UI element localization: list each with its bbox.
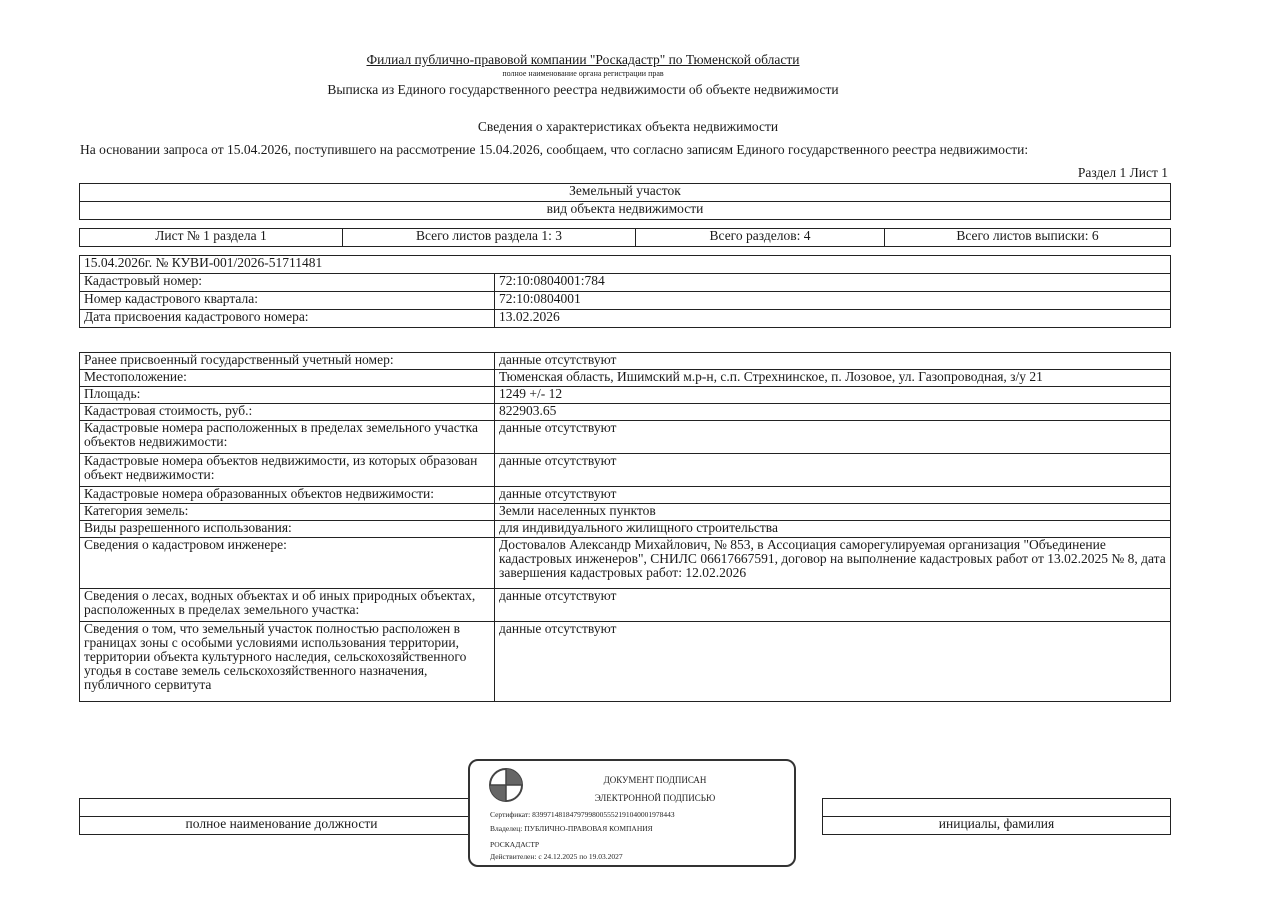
row-value: данные отсутствуют [495,487,1171,504]
row-label: Сведения о лесах, водных объектах и об иных природных объектах, расположенных в пределах земельного участка: [80,589,495,622]
row-label: Кадастровая стоимость, руб.: [80,404,495,421]
total-sections: Всего разделов: 4 [636,229,885,247]
request-basis: На основании запроса от 15.04.2026, поступившего на рассмотрение 15.04.2026, сообщаем, что согласно записям Единого государственного реестра недвижимости: [80,142,1029,157]
assignment-date: 13.02.2026 [495,310,1171,328]
organization-caption: полное наименование органа регистрации прав [502,69,664,78]
name-caption: инициалы, фамилия [823,817,1171,835]
stamp-line1: ДОКУМЕНТ ПОДПИСАН [603,775,707,785]
object-type-caption: вид объекта недвижимости [80,202,1171,220]
row-value: 1249 +/- 12 [495,387,1171,404]
object-type-table [79,183,1171,220]
position-line [80,799,484,817]
row-value: Земли населенных пунктов [495,504,1171,521]
section-sheet-label: Раздел 1 Лист 1 [1077,165,1168,180]
table-row [80,421,1171,454]
total-sheets-section: Всего листов раздела 1: 3 [343,229,636,247]
row-value: данные отсутствуют [495,454,1171,487]
document-subtitle: Сведения о характеристиках объекта недвижимости [477,119,779,134]
row-value: для индивидуального жилищного строительства [495,521,1171,538]
name-line [823,799,1171,817]
reg-label: Кадастровый номер: [80,274,495,292]
cadastral-quarter: 72:10:0804001 [495,292,1171,310]
sheet-number: Лист № 1 раздела 1 [80,229,343,247]
row-label: Ранее присвоенный государственный учетный номер: [80,353,495,370]
row-label: Категория земель: [80,504,495,521]
document-title: Выписка из Единого государственного реестра недвижимости об объекте недвижимости [327,82,839,97]
table-row [80,487,1171,504]
row-value: данные отсутствуют [495,421,1171,454]
reg-label: Дата присвоения кадастрового номера: [80,310,495,328]
row-value: данные отсутствуют [495,353,1171,370]
table-row [80,622,1171,702]
position-caption: полное наименование должности [80,817,484,835]
table-row [80,504,1171,521]
cadastral-number: 72:10:0804001:784 [495,274,1171,292]
stamp-certificate: Сертификат: 8399714818479799800555219104000197844З [490,810,675,819]
object-type-value: Земельный участок [80,184,1171,202]
row-label: Сведения о кадастровом инженере: [80,538,495,589]
table-row [80,353,1171,370]
registration-table [79,255,1171,328]
total-sheets-extract: Всего листов выписки: 6 [885,229,1171,247]
table-row [80,589,1171,622]
row-label: Сведения о том, что земельный участок полностью расположен в границах зоны с особыми условиями использования территории, территории объекта культурного наследия, сельскохозяйственного угодья в составе земель сельскохозяйственного назначения, публичного сервитута [80,622,495,702]
characteristics-table [79,352,1171,702]
rosreestr-logo-icon [488,767,524,803]
row-label: Площадь: [80,387,495,404]
stamp-validity: Действителен: с 24.12.2025 по 19.03.2027 [490,852,623,861]
row-value: данные отсутствуют [495,622,1171,702]
row-label: Кадастровые номера образованных объектов недвижимости: [80,487,495,504]
document-number: 15.04.2026г. № КУВИ-001/2026-51711481 [80,256,1171,274]
table-row [80,538,1171,589]
table-row [80,454,1171,487]
row-value: Тюменская область, Ишимский м.р-н, с.п. Стрехнинское, п. Лозовое, ул. Газопроводная, з/у 21 [495,370,1171,387]
row-value: данные отсутствуют [495,589,1171,622]
row-value: Достовалов Александр Михайлович, № 853, в Ассоциация саморегулируемая организация "Объединение кадастровых инженеров", СНИЛС 06617667591, договор на выполнение кадастровых работ от 13.02.2025 № 8, дата завершения кадастровых работ: 12.02.2026 [495,538,1171,589]
sheets-table [79,228,1171,247]
table-row [80,370,1171,387]
row-label: Местоположение: [80,370,495,387]
row-label: Виды разрешенного использования: [80,521,495,538]
row-label: Кадастровые номера объектов недвижимости, из которых образован объект недвижимости: [80,454,495,487]
table-row [80,521,1171,538]
table-row [80,387,1171,404]
organization-name: Филиал публично-правовой компании "Роскадастр" по Тюменской области [366,52,800,67]
stamp-owner: Владелец: ПУБЛИЧНО-ПРАВОВАЯ КОМПАНИЯ [490,824,653,833]
row-value: 822903.65 [495,404,1171,421]
stamp-line2: ЭЛЕКТРОННОЙ ПОДПИСЬЮ [594,793,716,803]
reg-label: Номер кадастрового квартала: [80,292,495,310]
stamp-owner-name: РОСКАДАСТР [490,840,540,849]
electronic-signature-stamp [468,759,796,867]
table-row [80,404,1171,421]
row-label: Кадастровые номера расположенных в пределах земельного участка объектов недвижимости: [80,421,495,454]
